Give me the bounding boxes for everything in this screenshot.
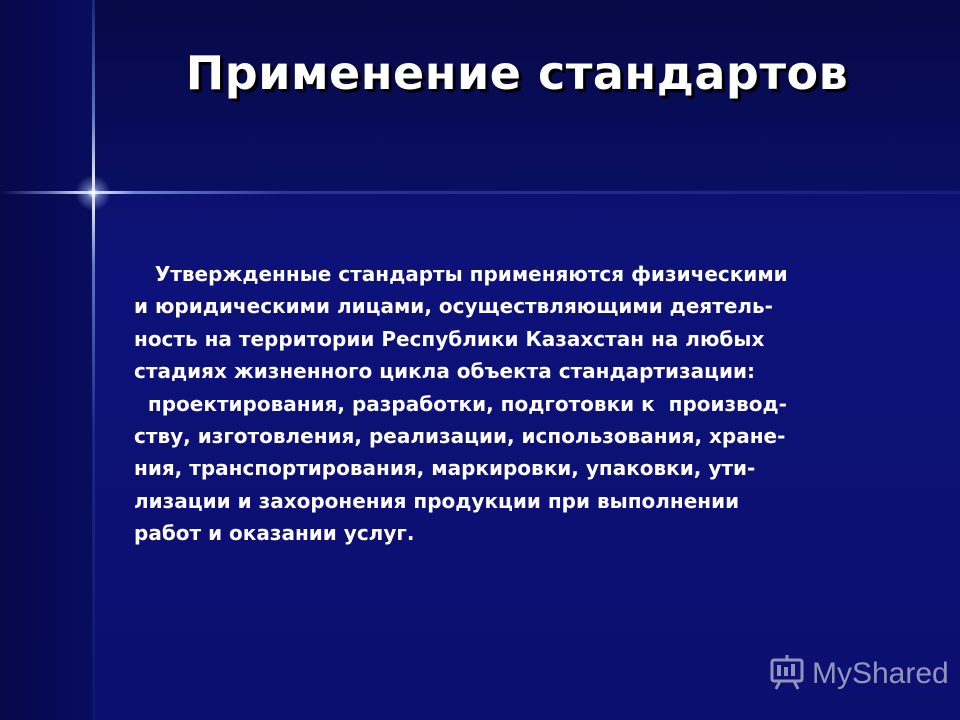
left-band-decoration [0,0,93,720]
projector-screen-icon [768,653,806,695]
slide-body-text: Утвержденные стандарты применяются физическими и юридическими лицами, осуществляющими деятель- ность на территории Республики Казахстан на любых стадиях жизненного цикла объекта стандартизации: проектирования, разработки, подготовки к производ- ству, изготовления, реализации, использования, хране- ния, транспортирования, маркировки, упаковки, ути- лизации и захоронения продукции при выполнении работ и оказании услуг. [134,262,788,546]
horizontal-glow-line [0,191,960,194]
vertical-glow-line [92,0,95,720]
star-glow-icon [72,172,114,214]
watermark-label: MyShared [812,657,949,690]
watermark [768,654,949,694]
slide-title: Применение стандартов [185,46,849,100]
